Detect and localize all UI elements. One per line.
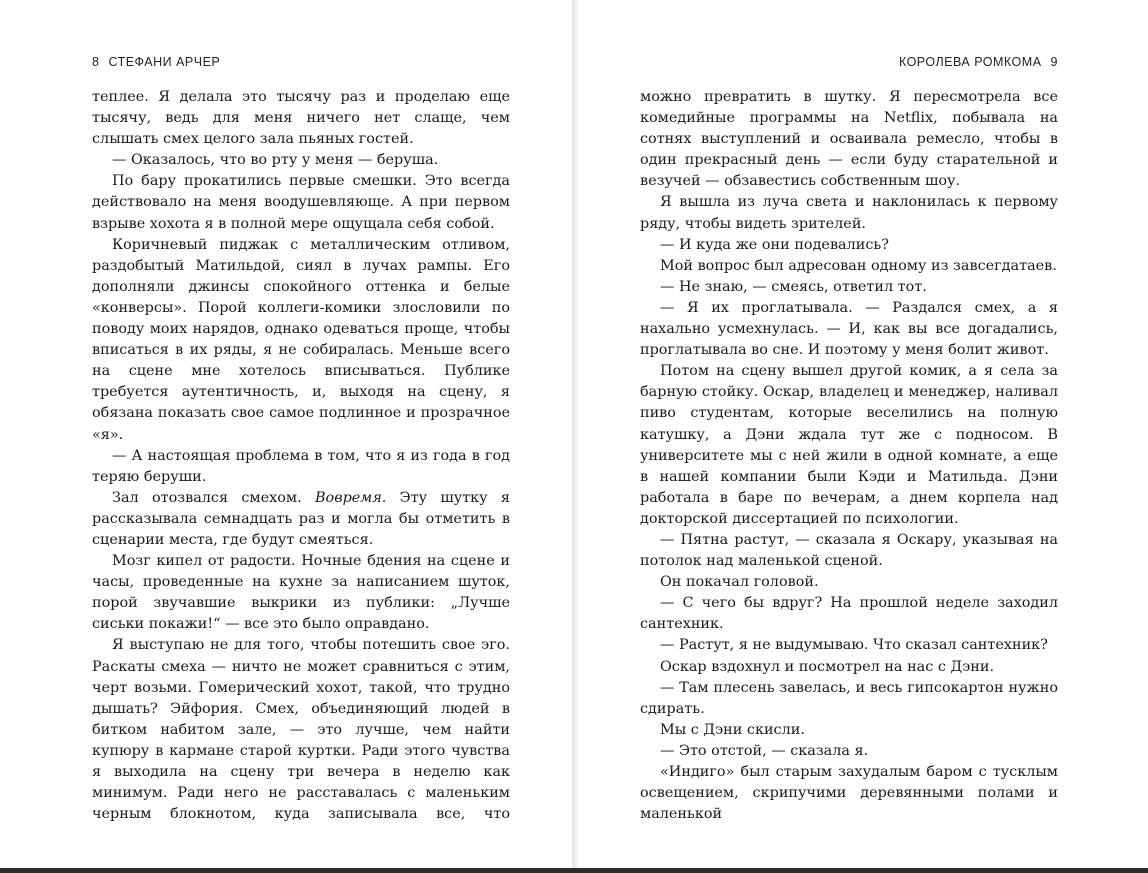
paragraph: Он покачал головой. <box>660 574 819 591</box>
paragraph: — А настоящая проблема в том, что я из года в год теряю беруши. <box>92 447 510 485</box>
right-page-number: 9 <box>1050 55 1058 69</box>
paragraph: — С чего бы вдруг? На прошлой неделе заходил сантехник. <box>640 595 1058 633</box>
paragraph: — Я их проглатывала. — Раздался смех, а я нахально усмехнулась. — И, как вы все догадались, проглатывала во сне. И поэтому у меня болит живот. <box>640 299 1058 359</box>
italic-word: Вовремя. <box>314 489 387 506</box>
paragraph: — Там плесень завелась, и весь гипсокартон нужно сдирать. <box>640 679 1058 717</box>
paragraph: — Не знаю, — смеясь, ответил тот. <box>660 278 927 295</box>
paragraph: Я вышла из луча света и наклонилась к первому ряду, чтобы видеть зрителей. <box>640 194 1058 232</box>
paragraph-text: Зал отозвался смехом. <box>112 489 315 506</box>
paragraph: Мой вопрос был адресован одному из завсегдатаев. <box>660 257 1057 274</box>
left-body-text <box>92 87 510 825</box>
left-page <box>0 0 572 868</box>
left-page-number: 8 <box>92 55 100 69</box>
right-running-head: КОРОЛЕВА РОМКОМА <box>898 55 1042 69</box>
paragraph <box>92 488 510 551</box>
paragraph: Я выступаю не для того, чтобы потешить свое эго. Раскаты смеха — ничто не может сравниться с этим, черт возьми. Гомерический хохот, такой, что трудно дышать? Эйфория. Смех, объединяющий людей в битком набитом зале, — это лучше, чем найти купюру в кармане старой куртки. Ради этого чувства я выходила на сцену три вечера в неделю как минимум. Ради него не расставалась с маленьким черным блокнотом, куда записывала все, что <box>92 637 510 823</box>
paragraph: — И куда же они подевались? <box>660 236 889 253</box>
paragraph-text: Эту шутку я рассказывала семнадцать раз и могла бы отметить в сценарии места, где будут смеяться. <box>92 489 511 548</box>
paragraph: — Пятна растут, — сказала я Оскару, указывая на потолок над маленькой сценой. <box>640 531 1058 570</box>
paragraph: можно превратить в шутку. Я пересмотрела все комедийные программы на Netflix, побывала на сотнях выступлений и осваивала ремесло, чтобы в один прекрасный день — если буду старательной и везучей — обзавестись собственным шоу. <box>640 89 1058 190</box>
paragraph: Оскар вздохнул и посмотрел на нас с Дэни. <box>660 658 995 675</box>
bottom-edge <box>0 868 1148 873</box>
paragraph: Мозг кипел от радости. Ночные бдения на сцене и часы, проведенные на кухне за написанием шуток, порой звучавшие выкрики из публики: „Лучше сиськи покажи!“ — все это было оправдано. <box>92 553 510 633</box>
left-running-head: СТЕФАНИ АРЧЕР <box>108 55 221 69</box>
right-running-header <box>899 55 1058 69</box>
paragraph: — Оказалось, что во рту у меня — беруша. <box>112 152 439 169</box>
paragraph: По бару прокатились первые смешки. Это всегда действовало на меня воодушевляюще. А при первом взрыве хохота я в полной мере ощущала себя собой. <box>92 173 510 232</box>
right-page <box>578 0 1148 868</box>
paragraph: — Это отстой, — сказала я. <box>660 742 869 759</box>
paragraph: — Растут, я не выдумываю. Что сказал сантехник? <box>660 637 1048 654</box>
paragraph: Мы с Дэни скисли. <box>660 721 805 738</box>
paragraph: Потом на сцену вышел другой комик, а я села за барную стойку. Оскар, владелец и менеджер, наливал пиво студентам, которые веселились на полную катушку, а Дэни ждала тут же с подносом. В университете мы с ней жили в одной комнате, а еще в нашей компании были Кэди и Матильда. Дэни работала в баре по вечерам, а днем корпела над докторской диссертацией по психологии. <box>640 363 1058 527</box>
paragraph: теплее. Я делала это тысячу раз и проделаю еще тысячу, ведь для меня ничего нет слаще, чем слышать смех целого зала пьяных гостей. <box>92 89 510 148</box>
right-body-text <box>640 87 1058 825</box>
left-running-header <box>92 55 220 69</box>
paragraph: Коричневый пиджак с металлическим отливом, раздобытый Матильдой, сиял в лучах рампы. Его дополняли джинсы спокойного оттенка и белые «конверсы». Порой коллеги-комики злословили по поводу моих нарядов, однако одеваться проще, чтобы вписаться в их ряды, я не собиралась. Меньше всего на сцене мне хотелось вписываться. Публике требуется аутентичность, и, выходя на сцену, я обязана показать свое самое подлинное и прозрачное «я». <box>92 236 510 443</box>
paragraph: «Индиго» был старым захудалым баром с тусклым освещением, скрипучими деревянными полами и маленькой <box>640 764 1058 823</box>
